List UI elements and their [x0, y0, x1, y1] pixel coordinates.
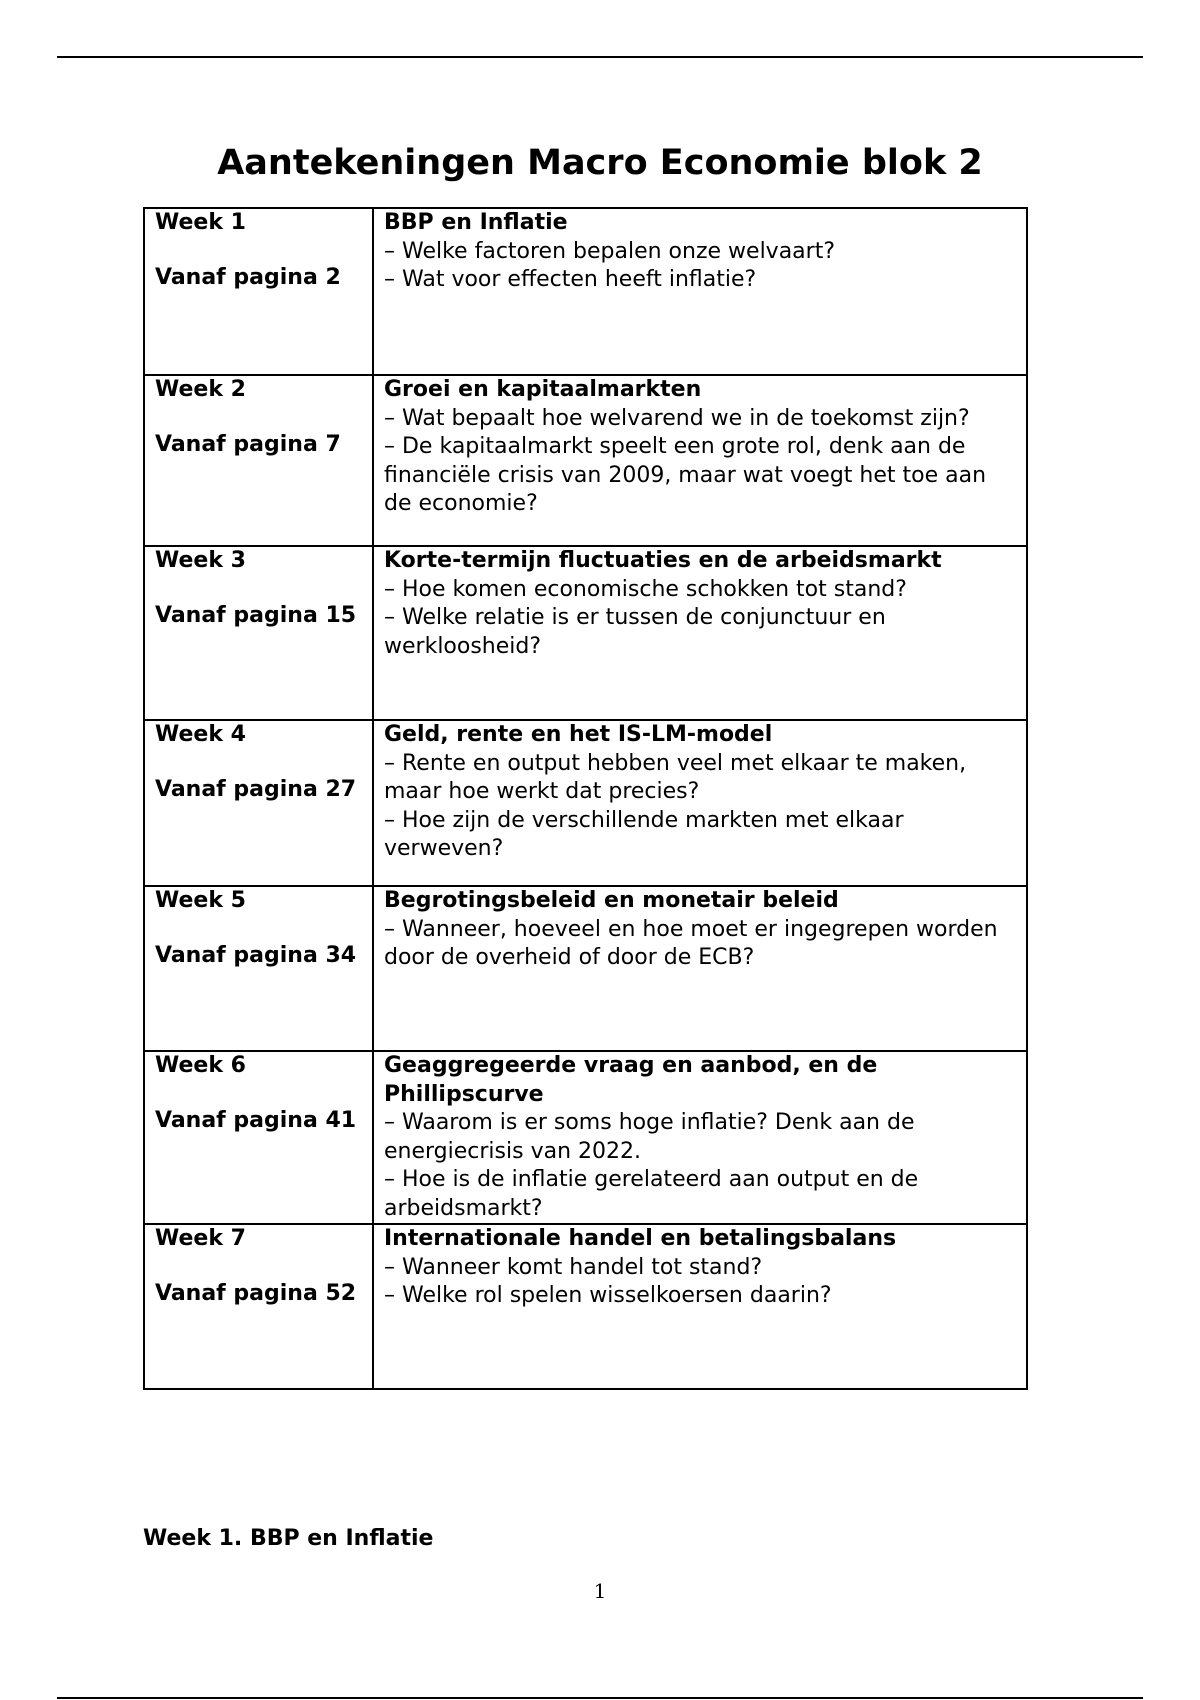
question-item: – Wanneer komt handel tot stand?	[384, 1254, 763, 1280]
page-reference: Vanaf pagina 27	[155, 776, 357, 802]
table-row	[144, 886, 1027, 1051]
question-item: – Waarom is er soms hoge inflatie? Denk aan de energiecrisis van 2022.	[384, 1110, 915, 1164]
week-label: Week 1	[155, 210, 246, 235]
topic-cell	[373, 375, 1027, 546]
topic-title: Internationale handel en betalingsbalans	[384, 1226, 897, 1251]
question-item: – Wat voor effecten heeft inflatie?	[384, 267, 757, 292]
question-item: – Welke factoren bepalen onze welvaart?	[384, 238, 836, 264]
topic-title: Groei en kapitaalmarkten	[384, 377, 702, 402]
page-reference: Vanaf pagina 34	[155, 942, 357, 968]
page-reference: Vanaf pagina 52	[155, 1280, 357, 1306]
question-item: – Hoe komen economische schokken tot stand?	[384, 576, 907, 602]
page-reference: Vanaf pagina 7	[155, 431, 341, 457]
topic-cell	[373, 1224, 1027, 1389]
week-label: Week 5	[155, 888, 246, 913]
week-cell	[144, 208, 373, 375]
table-row	[144, 720, 1027, 886]
topic-cell	[373, 1051, 1027, 1224]
footer-rule	[57, 1697, 1143, 1699]
week-label: Week 4	[155, 722, 246, 747]
week-cell	[144, 375, 373, 546]
topic-title: Geaggregeerde vraag en aanbod, en de Phillipscurve	[384, 1053, 878, 1107]
page-reference: Vanaf pagina 15	[155, 602, 357, 628]
week-cell	[144, 1051, 373, 1224]
question-item: – Welke relatie is er tussen de conjunctuur en werkloosheid?	[384, 605, 886, 659]
topic-cell	[373, 886, 1027, 1051]
topic-title: Korte-termijn fluctuaties en de arbeidsmarkt	[384, 548, 942, 573]
page-reference: Vanaf pagina 2	[155, 264, 341, 290]
topic-cell	[373, 208, 1027, 375]
week-cell	[144, 1224, 373, 1389]
table-row	[144, 375, 1027, 546]
question-item: – De kapitaalmarkt speelt een grote rol, denk aan de financiële crisis van 2009, maar wat voegt het toe aan de economie?	[384, 434, 987, 516]
week-cell	[144, 546, 373, 720]
question-item: – Hoe is de inflatie gerelateerd aan output en de arbeidsmarkt?	[384, 1167, 919, 1221]
topic-title: BBP en Inflatie	[384, 210, 568, 235]
week-cell	[144, 720, 373, 886]
week-label: Week 2	[155, 377, 246, 402]
table-row	[144, 208, 1027, 375]
question-item: – Rente en output hebben veel met elkaar te maken, maar hoe werkt dat precies?	[384, 750, 967, 804]
page-number: 1	[593, 1579, 607, 1603]
topic-cell	[373, 720, 1027, 886]
question-item: – Wat bepaalt hoe welvarend we in de toekomst zijn?	[384, 405, 970, 431]
question-item: – Welke rol spelen wisselkoersen daarin?	[384, 1283, 832, 1308]
week-label: Week 3	[155, 548, 246, 573]
week-cell	[144, 886, 373, 1051]
week-label: Week 6	[155, 1053, 246, 1078]
week-overview-table	[143, 207, 1028, 1390]
section-heading: Week 1. BBP en Inflatie	[143, 1526, 434, 1551]
week-label: Week 7	[155, 1226, 246, 1251]
table-row	[144, 1224, 1027, 1389]
document-title: Aantekeningen Macro Economie blok 2	[217, 143, 983, 183]
topic-title: Geld, rente en het IS-LM-model	[384, 722, 773, 747]
question-item: – Wanneer, hoeveel en hoe moet er ingegrepen worden door de overheid of door de ECB?	[384, 916, 998, 970]
topic-cell	[373, 546, 1027, 720]
header-rule	[57, 56, 1143, 58]
table-row	[144, 546, 1027, 720]
topic-title: Begrotingsbeleid en monetair beleid	[384, 888, 839, 913]
table-row	[144, 1051, 1027, 1224]
page-reference: Vanaf pagina 41	[155, 1107, 357, 1133]
question-item: – Hoe zijn de verschillende markten met elkaar verweven?	[384, 807, 904, 861]
